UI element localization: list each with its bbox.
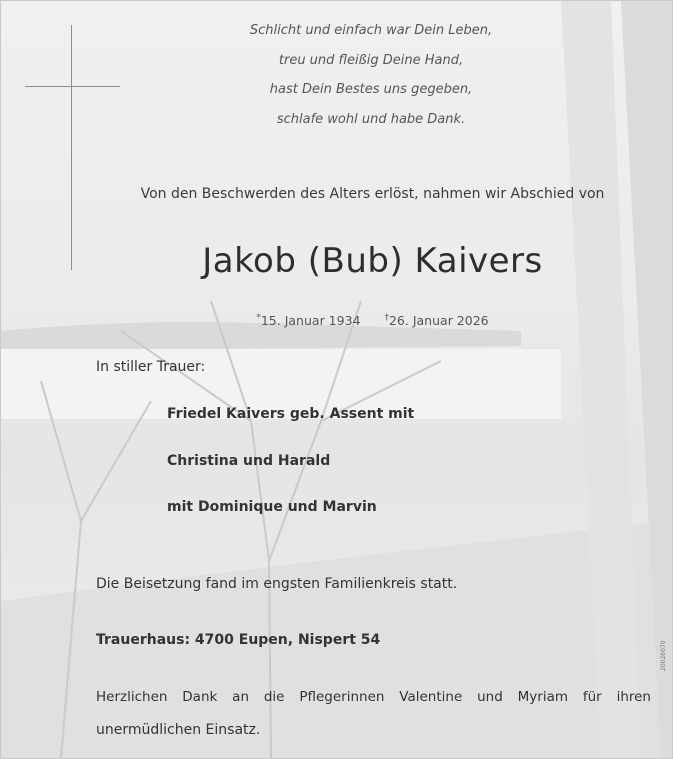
birth-date: 15. Januar 1934 (260, 313, 361, 329)
cross-horizontal (25, 86, 120, 87)
birth-date-group (256, 313, 360, 328)
poem-line: hast Dein Bestes uns gegeben, (269, 82, 473, 97)
life-dates (1, 313, 673, 328)
poem (161, 19, 581, 137)
burial-note: Die Beisetzung fand im engsten Familienkreis statt. (96, 576, 458, 592)
mourner: Friedel Kaivers geb. Assent mit (167, 406, 415, 422)
intro-text: Von den Beschwerden des Alters erlöst, nahmen wir Abschied von (140, 186, 605, 202)
thanks-line-2: unermüdlichen Einsatz. (96, 722, 261, 738)
mourning-house: Trauerhaus: 4700 Eupen, Nispert 54 (96, 632, 381, 648)
poem-line: schlafe wohl und habe Dank. (276, 111, 466, 127)
mourning-label: In stiller Trauer: (96, 359, 206, 375)
mourner: mit Dominique und Marvin (167, 499, 377, 515)
poem-line: Schlicht und einfach war Dein Leben, (249, 23, 493, 38)
ad-code: 20026070 (660, 640, 667, 671)
death-date-group (384, 313, 488, 328)
death-date: 26. Januar 2026 (388, 313, 489, 329)
thanks-line-1: Herzlichen Dank an die Pflegerinnen Valentine und Myriam für ihren (96, 689, 651, 705)
cross-vertical (71, 25, 72, 270)
mourner: Christina und Harald (167, 453, 331, 469)
deceased-name: Jakob (Bub) Kaivers (202, 241, 543, 281)
poem-line: treu und fleißig Deine Hand, (278, 52, 464, 68)
death-symbol: † (384, 313, 389, 323)
birth-symbol: * (256, 313, 261, 323)
